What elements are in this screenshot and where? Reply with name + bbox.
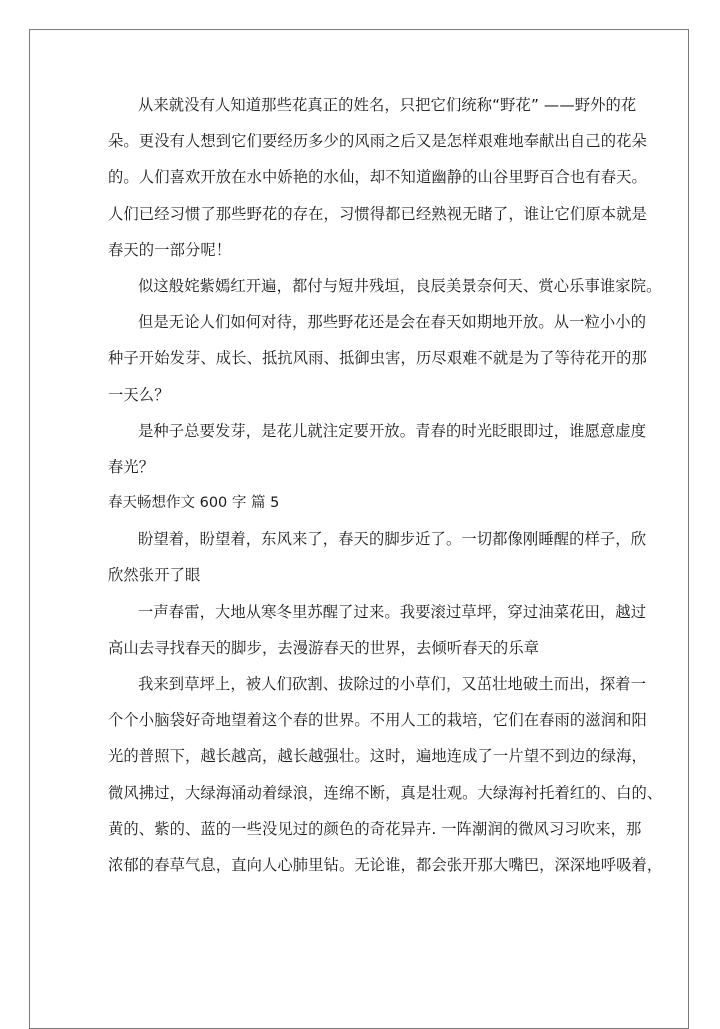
text-line: 种子开始发芽、成长、抵抗风雨、抵御虫害，历尽艰难不就是为了等待花开的那	[108, 349, 647, 368]
text-line: 似这般姹紫嫣红开遍，都付与短井残垣，良辰美景奈何天、赏心乐事谁家院。	[138, 276, 662, 295]
text-line: 一声春雷，大地从寒冬里苏醒了过来。我要滚过草坪，穿过油菜花田，越过	[138, 602, 647, 621]
text-line: 是种子总要发芽，是花儿就注定要开放。青春的时光眨眼即过，谁愿意虚度	[138, 421, 647, 440]
text-line: 微风拂过，大绿海涌动着绿浪，连绵不断，真是壮观。大绿海衬托着红的、白的、	[108, 783, 663, 802]
text-line: 春天的一部分呢！	[108, 240, 232, 259]
text-line: 光的普照下，越长越高，越长越强壮。这时，遍地连成了一片望不到边的绿海，	[108, 747, 647, 766]
text-line: 浓郁的春草气息，直向人心肺里钻。无论谁，都会张开那大嘴巴，深深地呼吸着，	[108, 855, 663, 874]
text-line: 人们已经习惯了那些野花的存在，习惯得都已经熟视无睹了，谁让它们原本就是	[108, 204, 647, 223]
text-line: 但是无论人们如何对待，那些野花还是会在春天如期地开放。从一粒小小的	[138, 313, 647, 332]
text-line: 高山去寻找春天的脚步，去漫游春天的世界，去倾听春天的乐章	[108, 638, 540, 657]
text-line: 一天么？	[108, 385, 170, 404]
text-line: 我来到草坪上，被人们砍割、拔除过的小草们，又茁壮地破土而出，探着一	[138, 675, 647, 693]
essay-part-1	[108, 87, 662, 485]
section-heading: 春天畅想作文 600 字 篇 5	[108, 495, 280, 512]
text-line: 从来就没有人知道那些花真正的姓名，只把它们统称“野花” ——野外的花	[138, 96, 637, 114]
text-line: 盼望着，盼望着，东风来了，春天的脚步近了。一切都像刚睡醒的样子，欣	[138, 530, 647, 549]
text-line: 朵。更没有人想到它们要经历多少的风雨之后又是怎样艰难地奉献出自己的花朵	[108, 132, 647, 151]
essay-part-5	[108, 521, 663, 883]
text-line: 个个小脑袋好奇地望着这个春的世界。不用人工的栽培，它们在春雨的滋润和阳	[108, 711, 647, 730]
text-line: 黄的、紫的、蓝的一些没见过的颜色的奇花异卉. 一阵潮润的微风习习吹来，那	[108, 819, 642, 838]
text-line: 欣然张开了眼	[108, 566, 201, 585]
text-line: 的。人们喜欢开放在水中娇艳的水仙，却不知道幽静的山谷里野百合也有春天。	[108, 168, 647, 187]
document-body	[108, 87, 663, 883]
text-line: 春光？	[108, 457, 155, 476]
